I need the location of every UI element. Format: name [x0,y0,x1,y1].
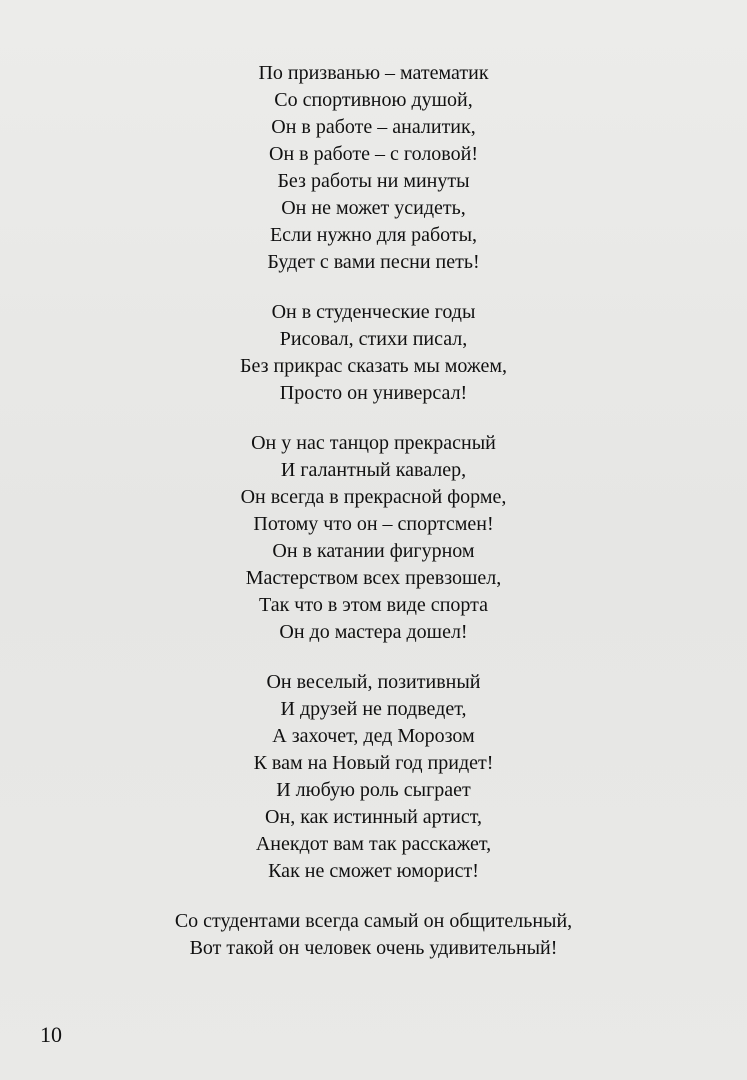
poem-line: И галантный кавалер, [280,459,467,481]
stanza-2 [0,299,747,407]
stanza-4 [0,669,747,885]
poem-line: Он в работе – с головой! [269,143,478,165]
poem-line: Он в студенческие годы [271,301,476,323]
stanza-3 [0,430,747,646]
poem-line: Он не может усидеть, [281,197,466,219]
poem-line: Анекдот вам так расскажет, [255,833,492,855]
poem [0,60,747,985]
poem-line: Если нужно для работы, [269,224,478,246]
poem-line: Будет с вами песни петь! [267,251,480,273]
poem-line: А захочет, дед Морозом [272,725,475,747]
poem-line: И друзей не подведет, [280,698,467,720]
poem-line: Со спортивною душой, [274,89,473,111]
poem-line: Он в работе – аналитик, [271,116,476,138]
poem-line: По призванью – математик [258,62,489,84]
poem-line: Он до мастера дошел! [279,621,468,643]
poem-line: Просто он универсал! [279,382,468,404]
page-number: 10 [40,1022,62,1047]
poem-line: Рисовал, стихи писал, [279,328,468,350]
poem-line: Без работы ни минуты [277,170,470,192]
poem-line: Так что в этом виде спорта [258,594,488,616]
poem-line: Он у нас танцор прекрасный [251,432,496,454]
poem-line: Он в катании фигурном [272,540,475,562]
poem-line: Он веселый, позитивный [266,671,481,693]
poem-line: Как не сможет юморист! [268,860,479,882]
poem-line: Потому что он – спортсмен! [253,513,494,535]
poem-line: Со студентами всегда самый он общительный, [174,910,573,932]
poem-line: Он, как истинный артист, [265,806,482,828]
poem-line: И любую роль сыграет [276,779,471,801]
poem-line: Без прикрас сказать мы можем, [239,355,507,377]
poem-line: Мастерством всех превзошел, [245,567,502,589]
stanza-1 [0,60,747,276]
poem-line: Он всегда в прекрасной форме, [240,486,507,508]
poem-line: Вот такой он человек очень удивительный! [189,937,558,959]
poem-line: К вам на Новый год придет! [253,752,494,774]
stanza-5 [0,908,747,962]
